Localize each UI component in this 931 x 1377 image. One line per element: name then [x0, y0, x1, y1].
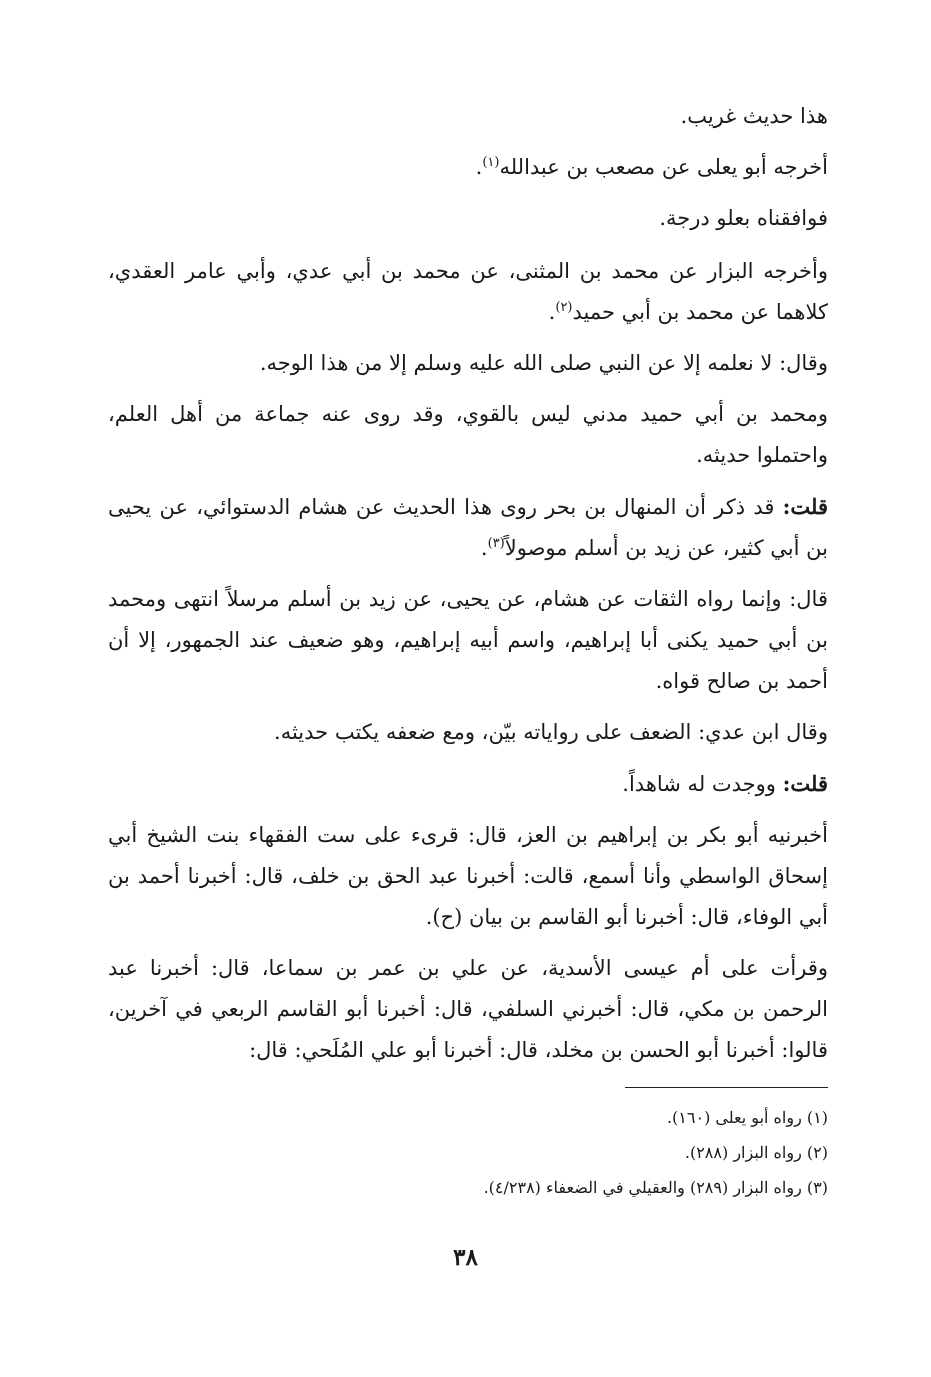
paragraph-3: فوافقناه بعلو درجة. [659, 206, 828, 230]
footnotes [108, 1100, 828, 1205]
footnote-ref-3[interactable]: (٣) [487, 536, 505, 551]
paragraph-1: هذا حديث غريب. [680, 104, 828, 128]
footnote-1: (١) رواه أبو يعلى (١٦٠). [666, 1108, 828, 1127]
paragraph-5: وقال: لا نعلمه إلا عن النبي صلى الله عليه وسلم إلا من هذا الوجه. [259, 351, 828, 375]
footnote-ref-1[interactable]: (١) [482, 155, 500, 170]
footnote-divider [625, 1087, 828, 1088]
paragraph-8: قال: وإنما رواه الثقات عن هشام، عن يحيى، عن زيد بن أسلم مرسلاً انتهى ومحمد بن أبي حميد يكنى أبا إبراهيم، واسم أبيه إبراهيم، وهو ضعيف عند الجمهور، إلا أن أحمد بن صالح قواه. [108, 587, 828, 693]
main-text [108, 96, 828, 1071]
footnote-2: (٢) رواه البزار (٢٨٨). [684, 1143, 828, 1162]
footnote-3: (٣) رواه البزار (٢٨٩) والعقيلي في الضعفاء (٤/٢٣٨). [483, 1178, 828, 1197]
paragraph-10: قلت: ووجدت له شاهداً. [622, 771, 828, 796]
qultu-label: قلت: [782, 494, 828, 519]
paragraph-6: ومحمد بن أبي حميد مدني ليس بالقوي، وقد روى عنه جماعة من أهل العلم، واحتملوا حديثه. [108, 402, 828, 467]
paragraph-7: قلت: قد ذكر أن المنهال بن بحر روى هذا الحديث عن هشام الدستوائي، عن يحيى بن أبي كثير، عن زيد بن أسلم موصولاً$^{(٣)}$. [108, 494, 828, 560]
qultu-label: قلت: [782, 771, 828, 796]
paragraph-2: أخرجه أبو يعلى عن مصعب بن عبدالله$^{(١)}$. [475, 155, 828, 179]
paragraph-12: وقرأت على أم عيسى الأسدية، عن علي بن عمر بن سماعا، قال: أخبرنا عبد الرحمن بن مكي، قال: أخبرني السلفي، قال: أخبرنا أبو القاسم الربعي في آخرين، قالوا: أخبرنا أبو الحسن بن مخلد، قال: أخبرنا أبو علي المُلَحي: قال: [108, 956, 828, 1062]
footnote-ref-2[interactable]: (٢) [555, 300, 573, 315]
paragraph-11: أخبرنيه أبو بكر بن إبراهيم بن العز، قال: قرىء على ست الفقهاء بنت الشيخ أبي إسحاق الواسطي وأنا أسمع، قالت: أخبرنا عبد الحق بن خلف، قال: أخبرنا أحمد بن أبي الوفاء، قال: أخبرنا أبو القاسم بن بيان (ح). [108, 823, 828, 929]
paragraph-9: وقال ابن عدي: الضعف على رواياته بيّن، ومع ضعفه يكتب حديثه. [274, 720, 828, 744]
page-number: ٣٨ [453, 1244, 478, 1271]
paragraph-4: وأخرجه البزار عن محمد بن المثنى، عن محمد بن أبي عدي، وأبي عامر العقدي، كلاهما عن محمد بن أبي حميد$^{(٢)}$. [108, 259, 828, 324]
